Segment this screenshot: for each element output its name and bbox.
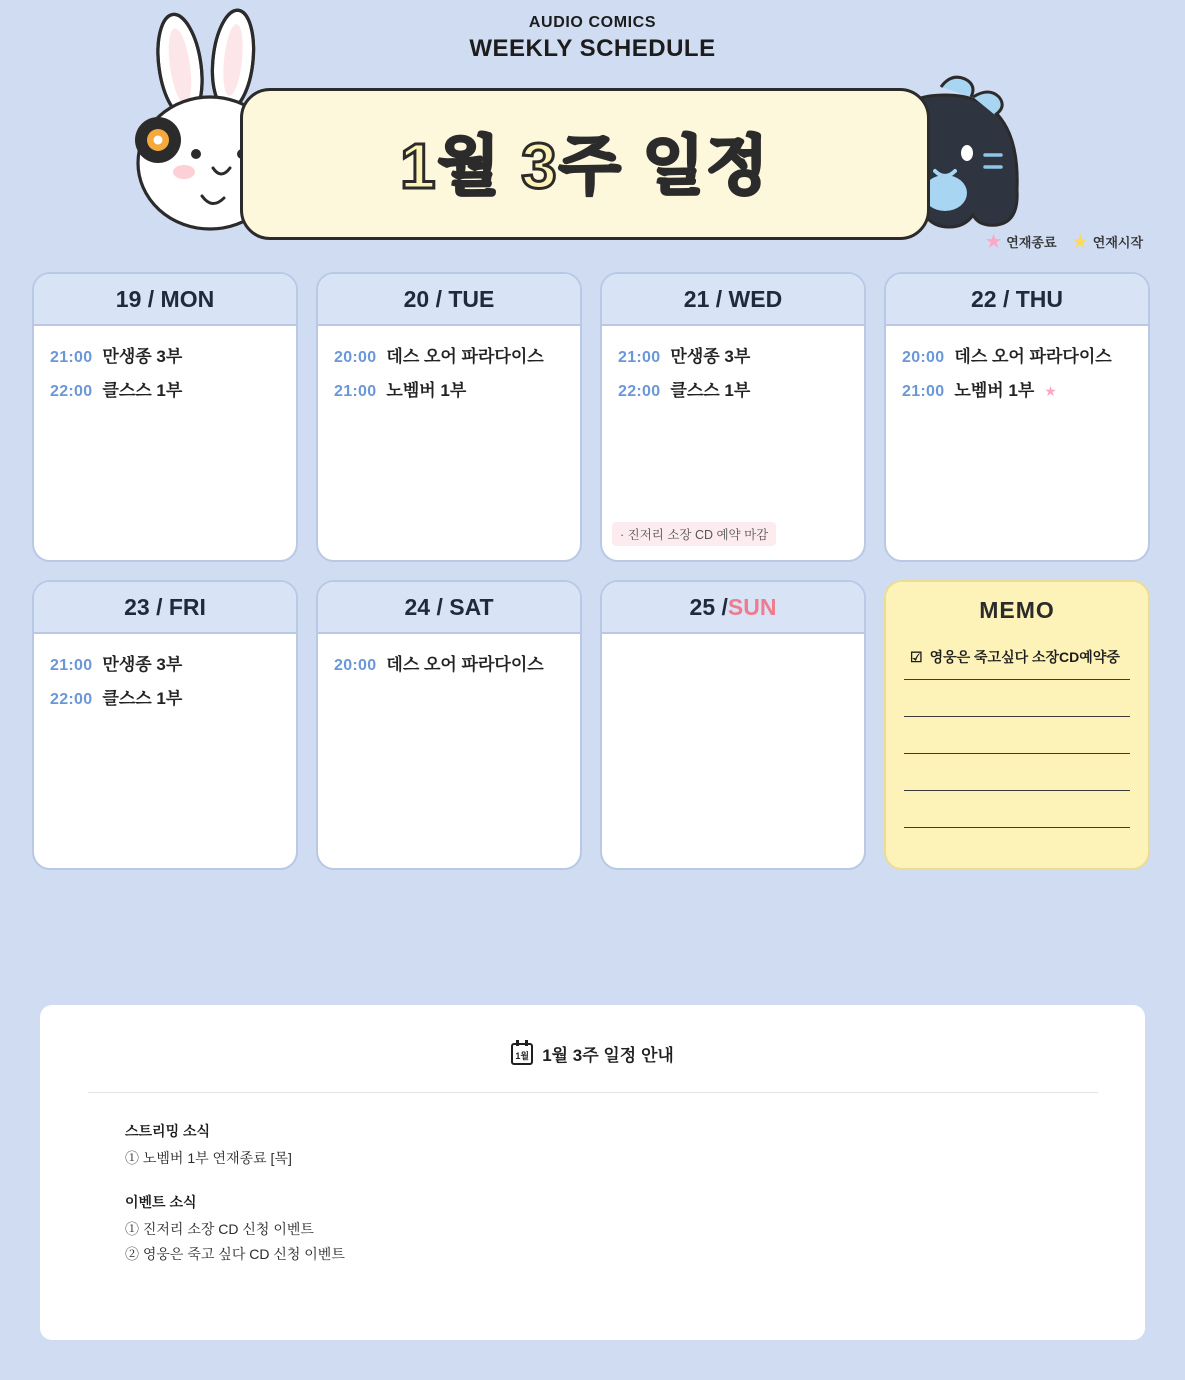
event-row — [50, 376, 282, 401]
notice-panel-title-text: 1월 3주 일정 안내 — [542, 1046, 674, 1065]
event-time: 20:00 — [334, 657, 377, 674]
event-row — [902, 342, 1134, 367]
day-cell-sun[interactable] — [600, 580, 866, 870]
event-row — [50, 342, 282, 367]
banner-title: 1월 3주 일정 — [399, 130, 771, 202]
event-title: 만생종 3부 — [102, 655, 183, 674]
day-cell-fri[interactable] — [32, 580, 298, 870]
notice-panel-title — [40, 1005, 1145, 1066]
event-time: 21:00 — [334, 383, 377, 400]
day-label-mon: 19 / MON — [34, 274, 296, 326]
header — [0, 0, 1185, 260]
day-label-sun-date: 25 / — [689, 593, 728, 620]
checkbox-checked-icon[interactable]: ☑ — [910, 648, 923, 665]
day-body-wed — [602, 326, 864, 560]
event-row — [618, 376, 850, 401]
legend-label-end: 연재종료 — [1006, 235, 1057, 250]
memo-first-item — [904, 642, 1130, 672]
day-cell-mon[interactable] — [32, 272, 298, 562]
star-pink-icon: ★ — [1044, 383, 1057, 399]
section-item: ① 노벰버 1부 연재종료 [목] — [125, 1150, 292, 1166]
header-kicker-line1: AUDIO COMICS — [528, 14, 657, 31]
memo-line[interactable] — [904, 672, 1130, 680]
section-heading: 이벤트 소식 — [125, 1194, 197, 1210]
memo-line[interactable] — [904, 680, 1130, 717]
day-cell-tue[interactable] — [316, 272, 582, 562]
event-time: 22:00 — [50, 383, 93, 400]
day-cell-wed[interactable] — [600, 272, 866, 562]
day-label-sun-name: SUN — [727, 593, 777, 620]
memo-line[interactable] — [904, 791, 1130, 828]
event-title: 노벰버 1부 — [386, 381, 467, 400]
day-body-sun — [602, 634, 864, 868]
event-time: 20:00 — [334, 349, 377, 366]
day-cell-sat[interactable] — [316, 580, 582, 870]
notice-section-event — [125, 1192, 1145, 1264]
day-body-sat — [318, 634, 580, 868]
legend-label-start: 연재시작 — [1092, 235, 1143, 250]
memo-body — [886, 638, 1148, 868]
day-body-thu — [886, 326, 1148, 560]
calendar-grid — [32, 272, 1152, 870]
day-body-fri — [34, 634, 296, 868]
memo-card[interactable] — [884, 580, 1150, 870]
event-title: 클스스 1부 — [102, 689, 183, 708]
event-title: 데스 오어 파라다이스 — [386, 347, 544, 366]
calendar-icon — [511, 1043, 533, 1065]
star-pink-icon: ★ — [986, 232, 1002, 251]
day-label-wed: 21 / WED — [602, 274, 864, 326]
day-cell-thu[interactable] — [884, 272, 1150, 562]
memo-title: MEMO — [886, 582, 1148, 638]
event-row — [334, 376, 566, 401]
day-body-mon — [34, 326, 296, 560]
event-row — [902, 376, 1134, 401]
notice-section-streaming — [125, 1121, 1145, 1168]
calendar-icon-text: 1월 — [515, 1050, 530, 1061]
event-row — [334, 650, 566, 675]
event-title: 노벰버 1부 — [954, 381, 1035, 400]
memo-line[interactable] — [904, 717, 1130, 754]
day-label-sun — [602, 582, 864, 634]
star-yellow-icon: ★ — [1072, 232, 1088, 251]
event-time: 21:00 — [50, 349, 93, 366]
event-time: 22:00 — [50, 691, 93, 708]
event-row — [50, 650, 282, 675]
event-row — [50, 684, 282, 709]
section-item: ② 영웅은 죽고 싶다 CD 신청 이벤트 — [125, 1246, 345, 1262]
section-item: ① 진저리 소장 CD 신청 이벤트 — [125, 1221, 314, 1237]
memo-line[interactable] — [904, 754, 1130, 791]
event-title: 데스 오어 파라다이스 — [954, 347, 1112, 366]
banner — [240, 88, 930, 240]
memo-first-text: 영웅은 죽고싶다 소장CD예약중 — [929, 649, 1120, 665]
event-row — [334, 342, 566, 367]
day-label-thu: 22 / THU — [886, 274, 1148, 326]
event-time: 20:00 — [902, 349, 945, 366]
event-title: 만생종 3부 — [102, 347, 183, 366]
day-label-sat: 24 / SAT — [318, 582, 580, 634]
event-time: 22:00 — [618, 383, 661, 400]
legend-item-end — [986, 232, 1056, 251]
notice-sections — [40, 1093, 1145, 1264]
event-title: 데스 오어 파라다이스 — [386, 655, 544, 674]
event-time: 21:00 — [902, 383, 945, 400]
event-title: 클스스 1부 — [670, 381, 751, 400]
event-title: 클스스 1부 — [102, 381, 183, 400]
day-note-wed: · 진저리 소장 CD 예약 마감 — [612, 522, 776, 546]
event-row — [618, 342, 850, 367]
event-title: 만생종 3부 — [670, 347, 751, 366]
event-time: 21:00 — [50, 657, 93, 674]
day-label-fri: 23 / FRI — [34, 582, 296, 634]
notice-panel — [40, 1005, 1145, 1340]
section-heading: 스트리밍 소식 — [125, 1123, 211, 1139]
day-label-tue: 20 / TUE — [318, 274, 580, 326]
header-kicker-line2: WEEKLY SCHEDULE — [469, 35, 716, 62]
legend — [986, 232, 1143, 251]
legend-item-start — [1073, 232, 1143, 251]
event-time: 21:00 — [618, 349, 661, 366]
day-body-tue — [318, 326, 580, 560]
